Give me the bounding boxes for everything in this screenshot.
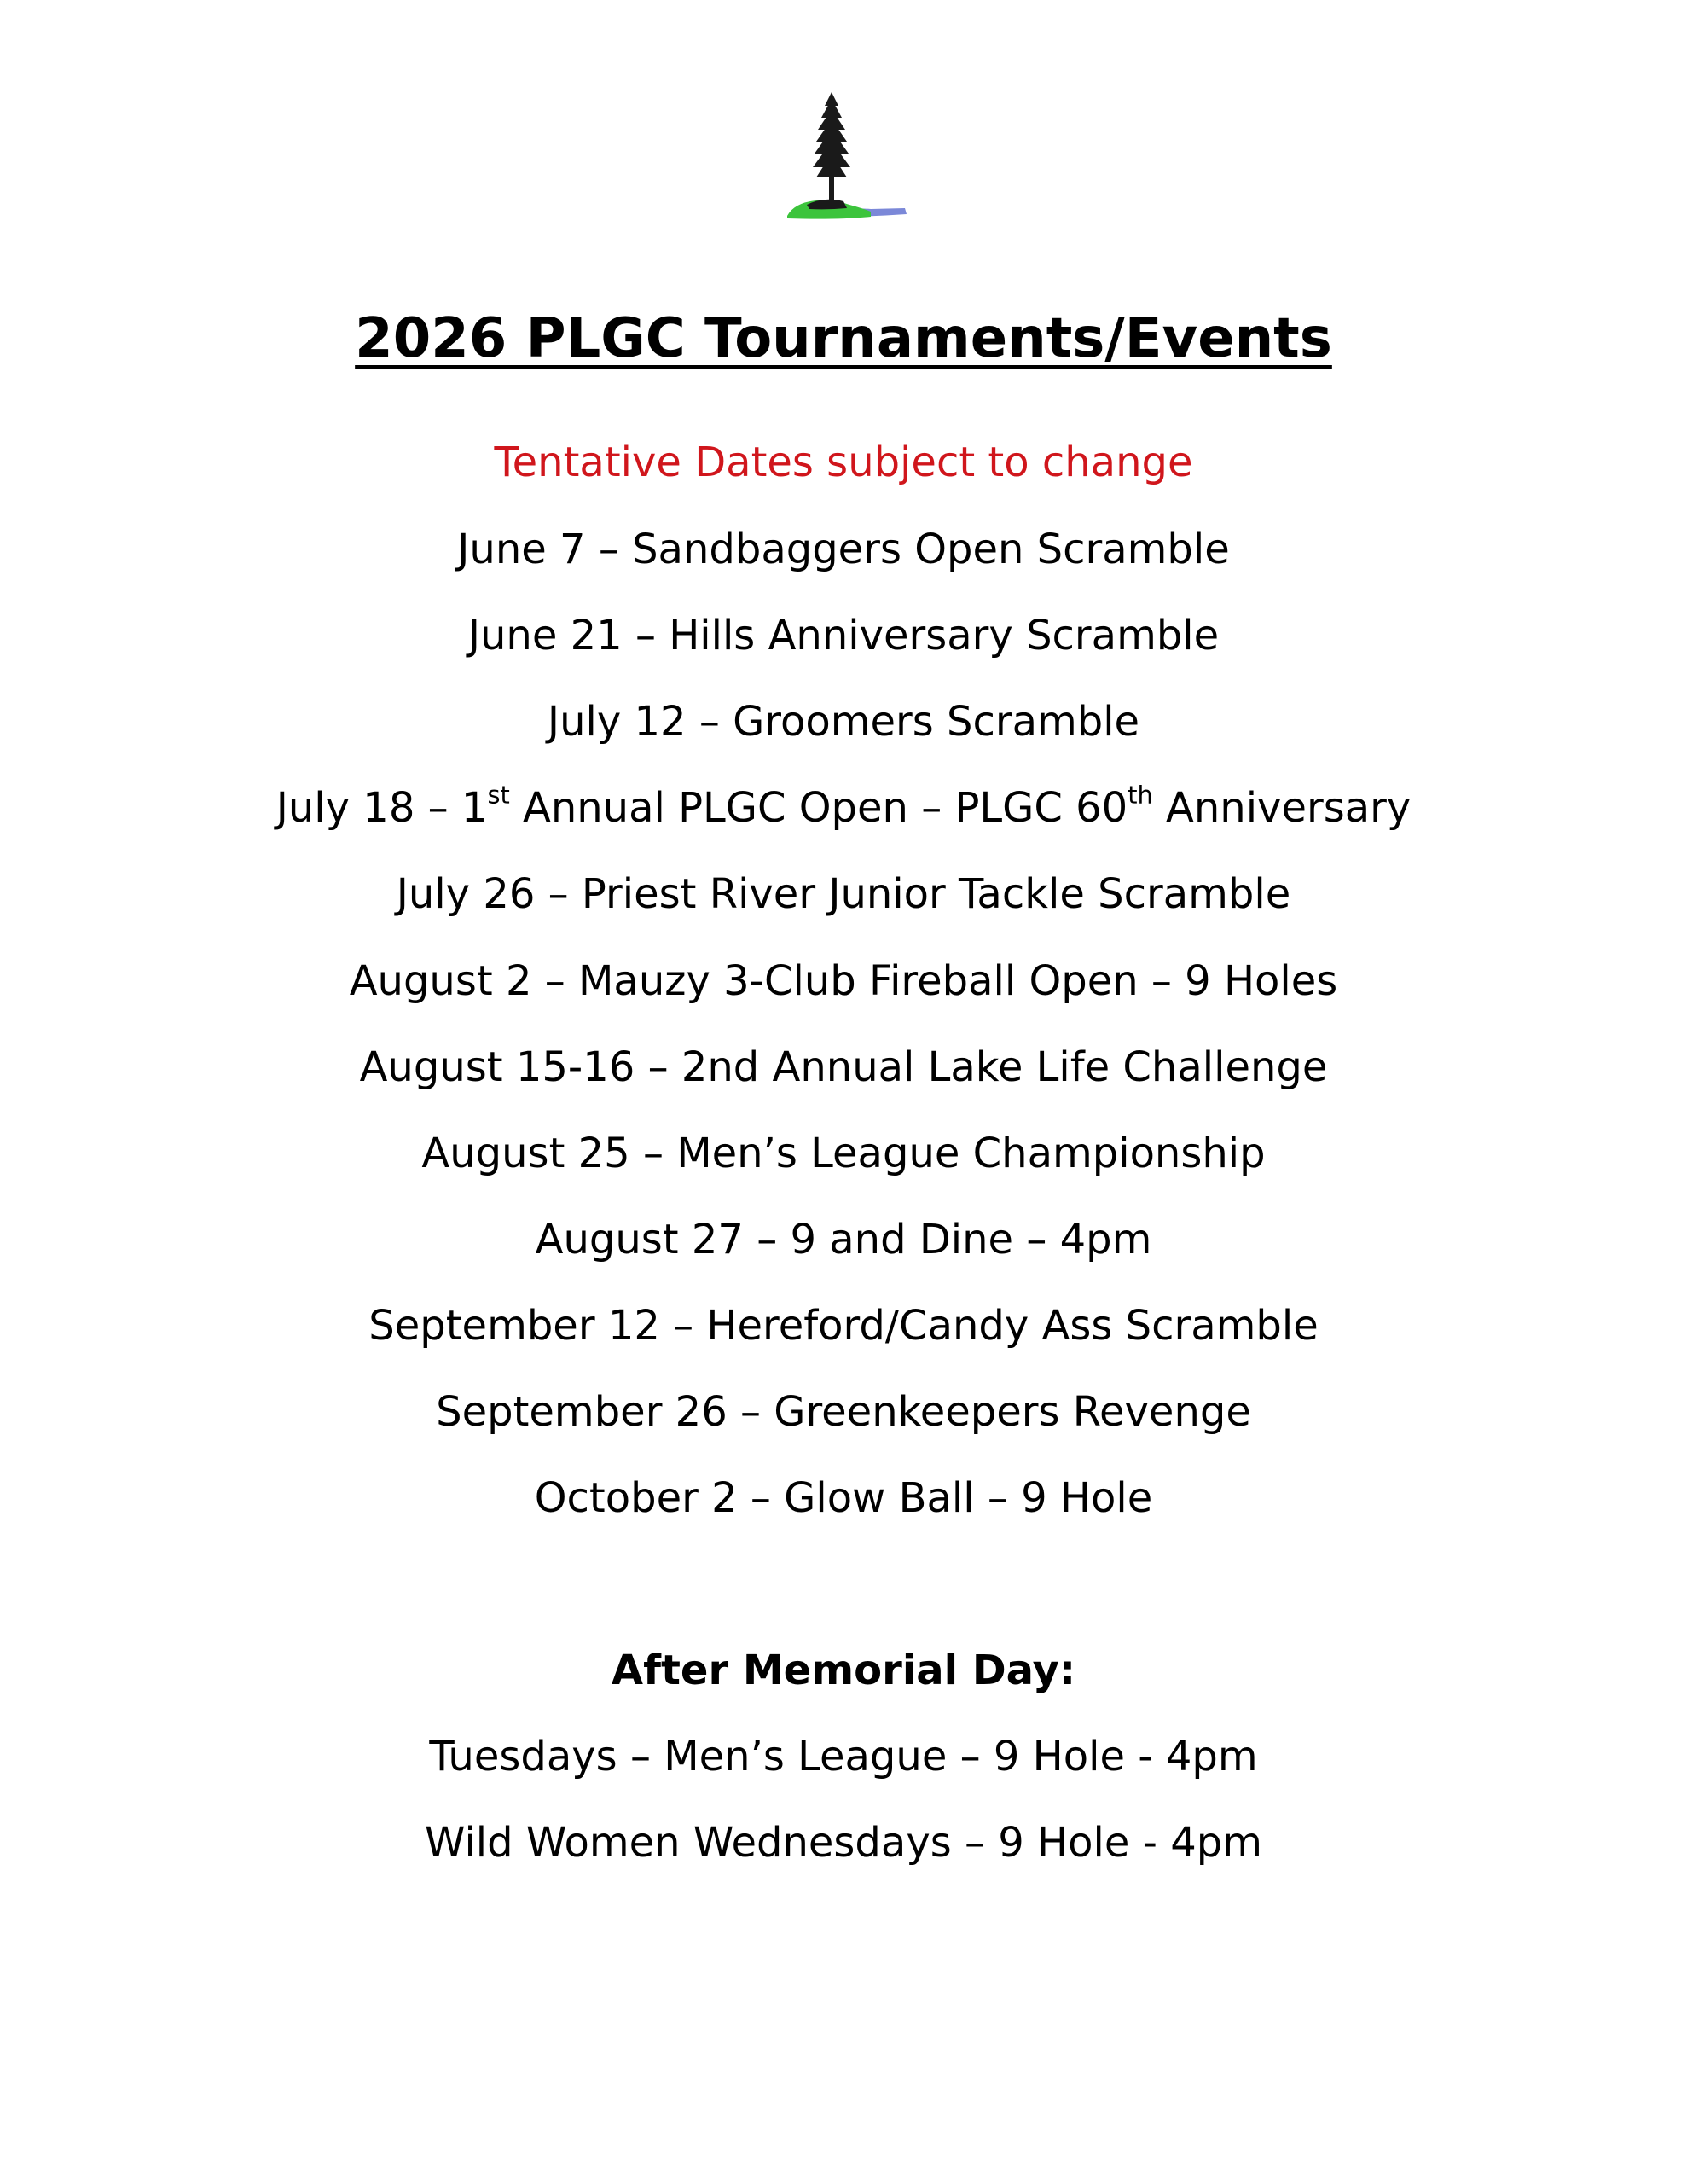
weekly-item: Tuesdays – Men’s League – 9 Hole - 4pm — [429, 1733, 1258, 1780]
event-item: August 15-16 – 2nd Annual Lake Life Challenge — [359, 1043, 1328, 1091]
event-text: July 18 – 1 — [275, 784, 488, 832]
event-item: August 27 – 9 and Dine – 4pm — [535, 1216, 1152, 1263]
event-item: August 2 – Mauzy 3-Club Fireball Open – 9 Holes — [349, 957, 1338, 1005]
tentative-notice: Tentative Dates subject to change — [494, 439, 1193, 486]
weekly-heading: After Memorial Day: — [611, 1647, 1076, 1694]
event-item: October 2 – Glow Ball – 9 Hole — [534, 1474, 1153, 1522]
event-item: September 12 – Hereford/Candy Ass Scramble — [368, 1302, 1319, 1350]
ordinal-suffix: th — [1128, 780, 1153, 810]
event-text: Annual PLGC Open – PLGC 60 — [509, 784, 1128, 832]
ordinal-suffix: st — [487, 780, 510, 810]
event-item: June 21 – Hills Anniversary Scramble — [467, 612, 1220, 659]
event-item: August 25 – Men’s League Championship — [421, 1130, 1266, 1177]
event-item: July 26 – Priest River Junior Tackle Scramble — [396, 870, 1291, 918]
event-item-anniversary-open — [0, 782, 1687, 834]
event-item: July 12 – Groomers Scramble — [547, 698, 1140, 746]
event-text: Anniversary — [1152, 784, 1412, 832]
pine-tree-logo-icon — [743, 75, 922, 233]
page-title: 2026 PLGC Tournaments/Events — [355, 307, 1332, 370]
event-item: June 7 – Sandbaggers Open Scramble — [457, 526, 1230, 573]
event-item: September 26 – Greenkeepers Revenge — [436, 1388, 1251, 1436]
weekly-item: Wild Women Wednesdays – 9 Hole - 4pm — [425, 1819, 1262, 1867]
